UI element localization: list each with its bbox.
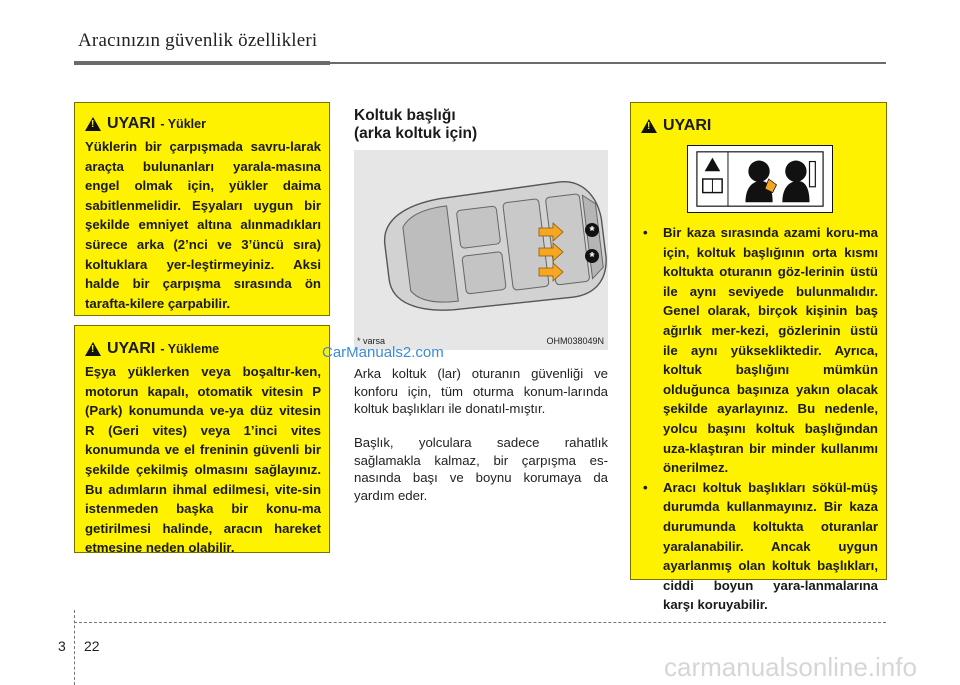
list-item bbox=[641, 223, 878, 478]
list-item bbox=[641, 478, 878, 615]
warning-title: UYARI bbox=[107, 340, 156, 357]
warning-title: UYARI bbox=[107, 115, 156, 132]
warning-title: UYARI bbox=[663, 117, 712, 134]
section-title bbox=[354, 107, 477, 143]
footer-rule bbox=[74, 622, 886, 623]
warning-subtitle: - Yükleme bbox=[160, 342, 220, 356]
warning-subtitle: - Yükler bbox=[160, 117, 206, 131]
bullet-icon: • bbox=[643, 225, 648, 240]
bullet-icon: • bbox=[643, 479, 648, 495]
optional-marker: * bbox=[589, 249, 595, 264]
vehicle-headrest-figure bbox=[354, 150, 608, 350]
warning-box-loads bbox=[74, 102, 330, 316]
warning-header bbox=[641, 117, 878, 135]
footer-site-watermark: carmanualsonline.info bbox=[664, 652, 917, 682]
warning-header bbox=[85, 340, 321, 358]
headrest-warning-pictogram bbox=[687, 145, 833, 213]
optional-marker: * bbox=[589, 223, 595, 238]
section-title-line1: Koltuk başlığı bbox=[354, 107, 456, 124]
warning-triangle-icon: ! bbox=[85, 342, 101, 356]
warning-triangle-icon: ! bbox=[85, 117, 101, 131]
chapter-number: 3 bbox=[58, 638, 66, 654]
figure-note: * varsa bbox=[357, 336, 386, 346]
header-rule-thin bbox=[330, 62, 886, 64]
body-paragraph-1: Arka koltuk (lar) oturanın güvenliği ve konforu için, tüm oturma konum-larında koltuk başlıkları ile donatıl-mıştır. bbox=[354, 366, 608, 417]
warning-body: Yüklerin bir çarpışmada savru-larak araçta bulunanları yarala-masına engel olmak için, yükler daima sabitlenmelidir. Eşyaları uygun bir şekilde emniyet altına alınmadıkları sürece arka (2’nci ve 3’üncü sıra) koltuklara yer-leştirmeyiniz. Aksi halde bir çarpışma sırasında ön tarafta-kilere çarpabilir. bbox=[85, 139, 321, 311]
warning-header bbox=[85, 115, 321, 133]
warning-box-loading bbox=[74, 325, 330, 556]
warning-body: Eşya yüklerken veya boşaltır-ken, motorun kapalı, otomatik vitesin P (Park) konumunda ve-ya düz vitesin R (Geri vites) veya 1’inci vites konumunda ve el freninin güvenli bir şekilde çekilmiş olmasını sağlayınız. Bu adımların ihmal edilmesi, vite-sin istenmeden başka bir konu-ma getirilmesi halinde, aracın hareket etmesine neden olabilir. bbox=[85, 364, 321, 556]
page-header-title: Aracınızın güvenlik özellikleri bbox=[78, 30, 318, 51]
bullet-text: Aracı koltuk başlıkları sökül-müş durumda kullanmayınız. Bir kaza durumunda koltukta oturanlar yaralanabilir. Ancak uygun ayarlanmış olan koltuk başlıkları, ciddi boyun yara-lanmalarına karşı koruyabilir. bbox=[663, 479, 878, 613]
watermark-carmanuals2: CarManuals2.com bbox=[322, 344, 444, 361]
vehicle-top-view-illustration bbox=[354, 150, 608, 350]
page-number: 22 bbox=[84, 638, 100, 654]
warning-bullet-list bbox=[641, 223, 878, 615]
warning-box-headrest bbox=[630, 102, 887, 613]
figure-code: OHM038049N bbox=[546, 336, 604, 346]
bullet-text: Bir kaza sırasında azami koru-ma için, koltuk başlığının orta kısmı koltukta oturanın göz-lerinin üstü ile aynı seviyede bulunmalıdır. Genel olarak, birçok kişinin baş ağırlık mer-kezi, gözlerinin üstü ile aynı yüksekliktedir. Ayrıca, koltuk başlığını mümkün olduğunca başınıza yakın olacak şekilde ayarlayınız. Bu nedenle, yolcu başını koltuk başlığından uza-klaştıran bir minder kullanımı önerilmez. bbox=[663, 225, 878, 476]
body-paragraph-2: Başlık, yolculara sadece rahatlık sağlamakla kalmaz, bir çarpışma es-nasında başı ve boynu korumaya da yardım eder. bbox=[354, 435, 608, 503]
warning-triangle-icon: ! bbox=[641, 119, 657, 133]
footer-divider bbox=[74, 610, 75, 685]
header-rule bbox=[74, 61, 330, 65]
section-title-line2: (arka koltuk için) bbox=[354, 125, 478, 142]
